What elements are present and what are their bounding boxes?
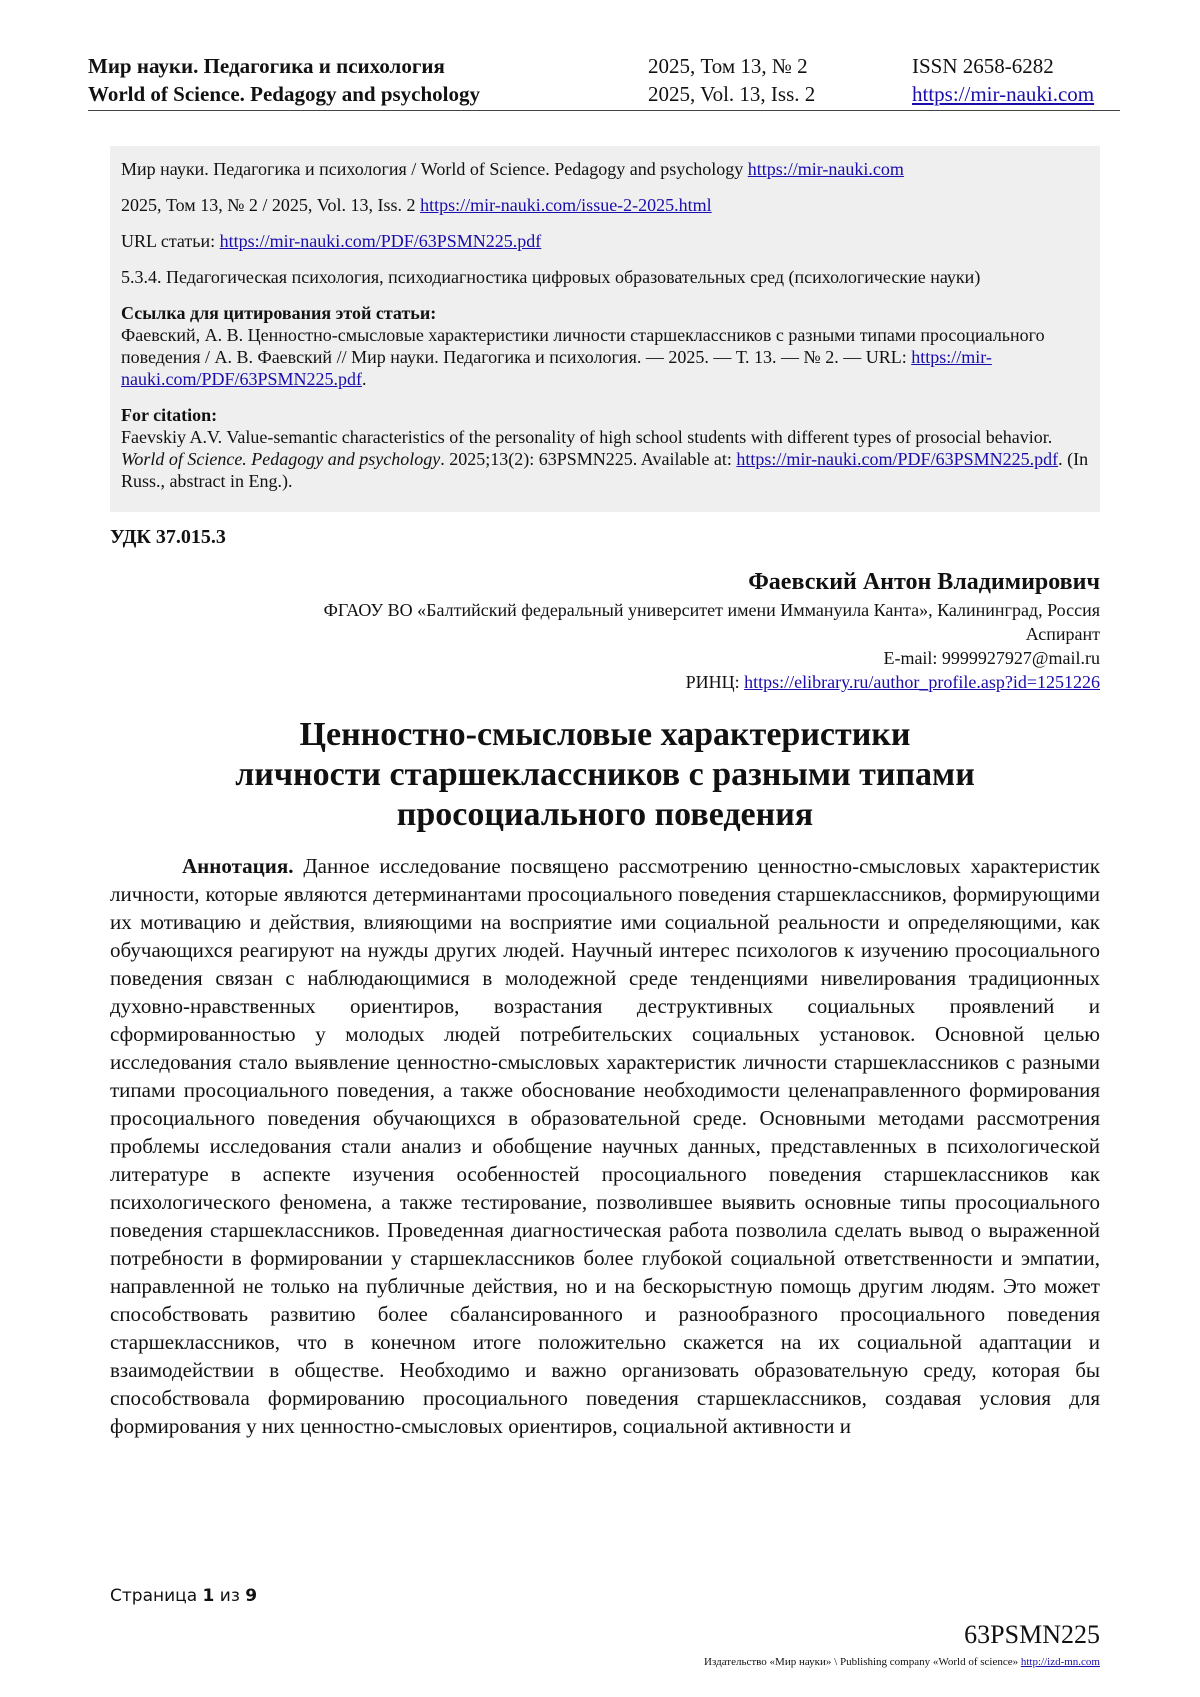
udk-code: УДК 37.015.3 xyxy=(110,526,226,548)
abstract-text: Данное исследование посвящено рассмотрению ценностно-смысловых характеристик личности, которые являются детерминантами просоциального поведения старшеклассников, формирующими их мотивацию и действия, влияющими на восприятие ими социальной реальности и определяющими, как обучающихся реагируют на нужды других людей. Научный интерес психологов к изучению просоциального поведения связан с наблюдающимися в молодежной среде тенденциями нивелирования традиционных духовно-нравственных ориентиров, возрастания деструктивных социальных проявлений и сформированностью у молодых людей потребительских социальных установок. Основной целью исследования стало выявление ценностно-смысловых характеристик личности старшеклассников с разными типами просоциального поведения, а также обоснование необходимости целенаправленного формирования просоциального поведения обучающихся в образовательной среде. Основными методами рассмотрения проблемы исследования стали анализ и обобщение научных данных, представленных в психологической литературе в аспекте изучения особенностей просоциального поведения старшеклассников как психологического феномена, а также тестирование, позволившее выявить основные типы просоциального поведения старшеклассников. Проведенная диагностическая работа позволила сделать вывод о выраженной потребности в формировании у старшеклассников более глубокой социальной ответственности и эмпатии, направленной не только на публичные действия, но и на бескорыстную помощь другим людям. Это может способствовать развитию более сбалансированного и разнообразного просоциального поведения старшеклассников, что в конечном итоге положительно скажется на их социальной адаптации и взаимодействии в обществе. Необходимо и важно организовать образовательную среду, которая бы способствовала формированию просоциального поведения старшеклассников, создавая условия для формирования у них ценностно-смысловых ориентиров, социальной активности и xyxy=(110,854,1100,1438)
journal-line: Мир науки. Педагогика и психология / World of Science. Pedagogy and psychology https://mir-nauki.com xyxy=(121,159,904,179)
article-url-line: URL статьи: https://mir-nauki.com/PDF/63PSMN225.pdf xyxy=(121,231,542,251)
author-position: Аспирант xyxy=(1025,624,1100,644)
title-line: Ценностно-смысловые характеристики xyxy=(299,716,911,753)
page-number: Страница 1 из 9 xyxy=(110,1586,258,1606)
abstract-paragraph xyxy=(110,852,1100,1440)
abstract-label: Аннотация. xyxy=(182,854,294,878)
citation-ru-label: Ссылка для цитирования этой статьи: xyxy=(121,303,437,323)
page-header xyxy=(88,52,1120,111)
issue-ru: 2025, Том 13, № 2 xyxy=(648,54,808,78)
journal-link[interactable]: https://mir-nauki.com xyxy=(747,159,904,179)
journal-title-en: World of Science. Pedagogy and psychology xyxy=(88,82,481,106)
publisher-link[interactable]: http://izd-mn.com xyxy=(1020,1656,1100,1668)
author-rinc: РИНЦ: https://elibrary.ru/author_profile.asp?id=1251226 xyxy=(685,672,1100,692)
author-block xyxy=(324,566,1100,694)
title-line: личности старшеклассников с разными типами xyxy=(235,756,975,793)
issue-block xyxy=(648,52,815,108)
issn-block xyxy=(912,52,1094,108)
journal-title-ru: Мир науки. Педагогика и психология xyxy=(88,54,445,78)
title-line: просоциального поведения xyxy=(396,796,814,833)
author-affiliation: ФГАОУ ВО «Балтийский федеральный университет имени Иммануила Канта», Калининград, Россия xyxy=(323,600,1100,620)
publisher-line: Издательство «Мир науки» \ Publishing company «World of science» http://izd-mn.com xyxy=(704,1656,1100,1668)
specialty-line: 5.3.4. Педагогическая психология, психодиагностика цифровых образовательных сред (психологические науки) xyxy=(121,267,981,287)
citation-en: For citation: Faevskiy A.V. Value-semantic characteristics of the personality of high school students with different types of prosocial behavior. World of Science. Pedagogy and psychology. 2025;13(2): 63PSMN225. Available at: https://mir-nauki.com/PDF/63PSMN225.pdf. (In Russ., abstract in Eng.). xyxy=(121,404,1091,492)
journal-site-link[interactable]: https://mir-nauki.com xyxy=(912,82,1095,106)
author-name: Фаевский Антон Владимирович xyxy=(748,569,1100,595)
issue-line: 2025, Том 13, № 2 / 2025, Vol. 13, Iss. 2 https://mir-nauki.com/issue-2-2025.html xyxy=(121,195,712,215)
citation-ru: Ссылка для цитирования этой статьи: Фаевский, А. В. Ценностно-смысловые характеристики личности старшеклассников с разными типами просоциального поведения / А. В. Фаевский // Мир науки. Педагогика и психология. — 2025. — Т. 13. — № 2. — URL: https://mir-nauki.com/PDF/63PSMN225.pdf. xyxy=(121,302,1091,390)
author-email: E-mail: 9999927927@mail.ru xyxy=(883,648,1100,668)
journal-title-block xyxy=(88,52,480,108)
citation-ru-link[interactable]: https://mir-nauki.com/PDF/63PSMN225.pdf xyxy=(121,347,992,389)
citation-en-link[interactable]: https://mir-nauki.com/PDF/63PSMN225.pdf xyxy=(736,449,1059,469)
issn: ISSN 2658-6282 xyxy=(912,54,1054,78)
issue-link[interactable]: https://mir-nauki.com/issue-2-2025.html xyxy=(420,195,712,215)
article-url-link[interactable]: https://mir-nauki.com/PDF/63PSMN225.pdf xyxy=(219,231,542,251)
author-rinc-link[interactable]: https://elibrary.ru/author_profile.asp?id=1251226 xyxy=(744,672,1100,692)
issue-en: 2025, Vol. 13, Iss. 2 xyxy=(648,82,816,106)
article-title xyxy=(110,715,1100,835)
article-info-box xyxy=(110,146,1100,512)
article-code: 63PSMN225 xyxy=(964,1620,1100,1649)
citation-en-label: For citation: xyxy=(121,405,218,425)
